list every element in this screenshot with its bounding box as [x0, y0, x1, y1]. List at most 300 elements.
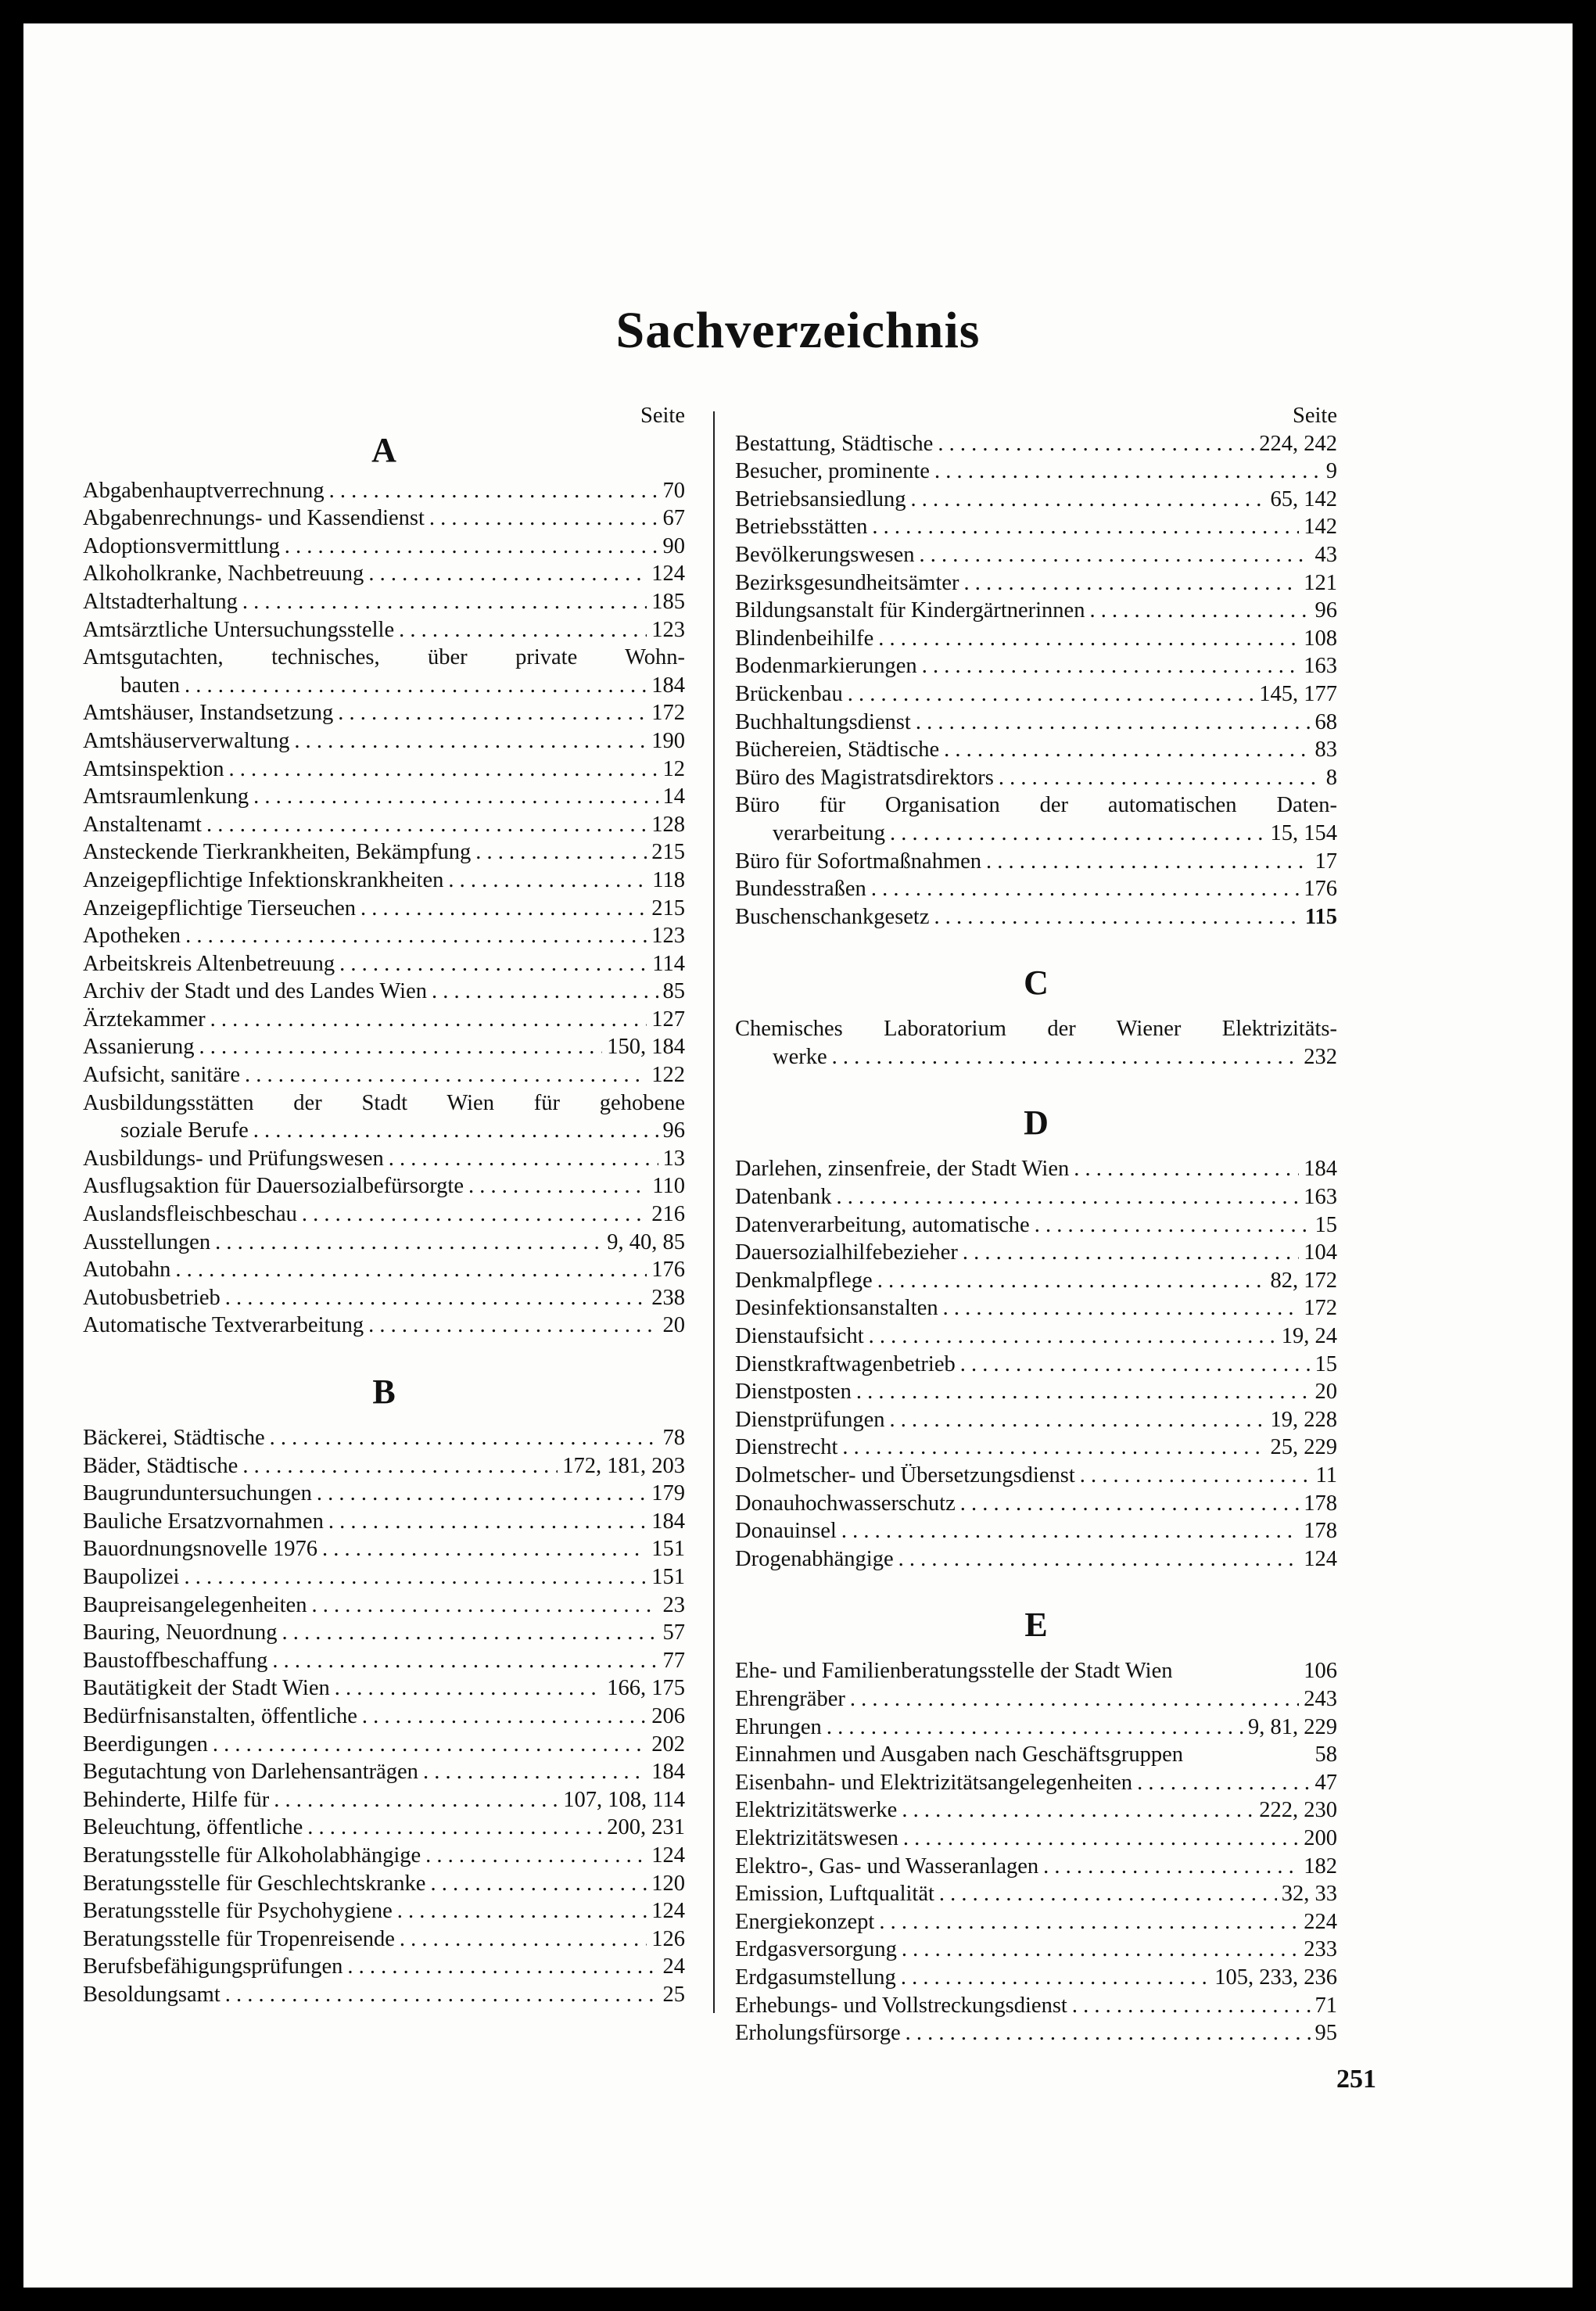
dot-leader [902, 1936, 1299, 1964]
page-title: Sachverzeichnis [615, 302, 981, 359]
entry-pages: 20 [1314, 1380, 1337, 1405]
entry-term: Abgabenrechnungs- und Kassendienst [83, 506, 425, 531]
dot-leader [856, 1378, 1311, 1406]
dot-leader [879, 1908, 1299, 1936]
index-entry [83, 1508, 685, 1536]
entry-pages: 114 [652, 951, 685, 976]
index-entry [735, 458, 1337, 486]
dot-leader [938, 430, 1254, 458]
entry-term: Bedürfnisanstalten, öffentliche [83, 1703, 357, 1728]
entry-term: Ehe- und Familienberatungsstelle der Stadt Wien [735, 1659, 1173, 1684]
index-entry [735, 1853, 1337, 1881]
entry-term: Ausbildungs- und Prüfungswesen [83, 1146, 384, 1171]
index-entry [735, 1490, 1337, 1518]
entry-term: Baupreisangelegenheiten [83, 1592, 307, 1617]
index-entry [735, 1908, 1337, 1936]
dot-leader [242, 1452, 558, 1480]
entry-pages: 121 [1304, 570, 1337, 595]
index-entry-line: Chemisches Laboratorium der Wiener Elektrizitäts- [735, 1017, 1337, 1042]
index-entry [83, 755, 685, 784]
index-entry [83, 1619, 685, 1647]
dot-leader [910, 486, 1265, 514]
entry-term: Anstaltenamt [83, 812, 202, 837]
entry-pages: 90 [662, 533, 685, 558]
dot-leader [878, 625, 1299, 653]
dot-leader [448, 867, 647, 895]
entry-term: Amtsärztliche Untersuchungsstelle [83, 617, 395, 642]
entry-term: Bautätigkeit der Stadt Wien [83, 1676, 330, 1701]
entry-pages: 15 [1314, 1351, 1337, 1376]
entry-term: bauten [120, 673, 180, 698]
index-entry [735, 541, 1337, 569]
entry-pages: 78 [662, 1426, 685, 1450]
entry-pages: 58 [1314, 1742, 1337, 1767]
entry-term: Donauinsel [735, 1519, 837, 1544]
index-entry [83, 1703, 685, 1731]
index-entry [735, 764, 1337, 792]
index-entry [735, 875, 1337, 903]
entry-pages: 224 [1304, 1909, 1337, 1934]
entry-pages: 107, 108, 114 [563, 1787, 685, 1812]
entry-term: Amtshäuserverwaltung [83, 728, 290, 753]
entry-term: Ausflugsaktion für Dauersozialbefürsorgte [83, 1174, 464, 1199]
entry-term: Denkmalpflege [735, 1268, 873, 1293]
entry-pages: 222, 230 [1259, 1798, 1337, 1823]
dot-leader [399, 616, 647, 644]
dot-leader [430, 1870, 647, 1898]
entry-pages: 17 [1314, 849, 1337, 874]
entry-pages: 108 [1304, 626, 1337, 651]
index-entry [83, 1061, 685, 1089]
dot-leader [185, 922, 647, 950]
index-entry [735, 1155, 1337, 1183]
entry-term: Drogenabhängige [735, 1546, 894, 1571]
index-entry [735, 1406, 1337, 1434]
entry-term: Besoldungsamt [83, 1982, 221, 2007]
index-entry [735, 1657, 1337, 1685]
entry-pages: 163 [1304, 1185, 1337, 1210]
entry-term: Beratungsstelle für Tropenreisende [83, 1926, 395, 1951]
dot-leader [225, 1981, 658, 2009]
dot-leader [253, 783, 658, 811]
dot-leader [185, 672, 647, 700]
column-divider [713, 411, 715, 2013]
index-entry [83, 1006, 685, 1034]
entry-pages: 151 [651, 1537, 685, 1562]
dot-leader [842, 1434, 1265, 1462]
entry-term: Dauersozialhilfebezieher [735, 1240, 958, 1265]
dot-leader [225, 1284, 647, 1312]
dot-leader [934, 903, 1300, 931]
entry-pages: 172 [651, 701, 685, 726]
entry-pages: 142 [1304, 515, 1337, 540]
index-entry [83, 1563, 685, 1592]
entry-term: Erhebungs- und Vollstreckungsdienst [735, 1993, 1067, 2018]
index-entry [83, 867, 685, 895]
index-entry [83, 838, 685, 867]
index-entry [83, 978, 685, 1006]
entry-term: Bäder, Städtische [83, 1453, 239, 1478]
dot-leader [964, 569, 1300, 597]
index-entry [735, 1714, 1337, 1742]
entry-pages: 238 [651, 1285, 685, 1310]
dot-leader [916, 709, 1311, 737]
dot-leader [242, 588, 647, 616]
entry-term: Adoptionsvermittlung [83, 533, 280, 558]
dot-leader [329, 477, 658, 505]
entry-term: Amtsinspektion [83, 756, 224, 781]
index-entry [735, 1462, 1337, 1490]
entry-term: Dienstposten [735, 1380, 852, 1405]
index-entry [735, 1545, 1337, 1574]
entry-pages: 178 [1304, 1491, 1337, 1516]
dot-leader [302, 1200, 647, 1229]
index-entry [83, 950, 685, 978]
entry-term: Archiv der Stadt und des Landes Wien [83, 979, 427, 1004]
index-entry [735, 2019, 1337, 2047]
entry-term: Elektro-, Gas- und Wasseranlagen [735, 1853, 1039, 1879]
dot-leader [274, 1786, 558, 1814]
index-entry [735, 1322, 1337, 1351]
entry-pages: 12 [662, 756, 685, 781]
dot-leader [468, 1172, 647, 1200]
dot-leader [890, 1406, 1266, 1434]
entry-pages: 47 [1314, 1770, 1337, 1795]
entry-term: Anzeigepflichtige Infektionskrankheiten [83, 867, 444, 892]
index-entry [735, 1211, 1337, 1240]
dot-leader [871, 875, 1299, 903]
entry-pages: 176 [1304, 877, 1337, 902]
dot-leader [368, 560, 647, 588]
entry-term: Amtsraumlenkung [83, 784, 249, 809]
entry-pages: 150, 184 [607, 1035, 685, 1060]
dot-leader [920, 541, 1311, 569]
entry-term: Ehrengräber [735, 1686, 845, 1711]
entry-pages: 233 [1304, 1937, 1337, 1962]
entry-pages: 232 [1304, 1044, 1337, 1069]
entry-pages: 110 [652, 1174, 685, 1199]
index-entry [735, 1825, 1337, 1853]
index-entry [83, 1284, 685, 1312]
entry-pages: 85 [662, 979, 685, 1004]
dot-leader [270, 1424, 658, 1452]
entry-pages: 215 [651, 895, 685, 920]
entry-pages: 104 [1304, 1240, 1337, 1265]
index-entry [735, 652, 1337, 680]
entry-pages: 25 [662, 1982, 685, 2007]
index-entry [83, 1535, 685, 1563]
entry-term: Autobahn [83, 1258, 171, 1283]
dot-leader [253, 1117, 658, 1145]
entry-term: Ehrungen [735, 1714, 822, 1739]
index-entry [735, 903, 1337, 931]
entry-pages: 124 [651, 1899, 685, 1924]
entry-pages: 43 [1314, 542, 1337, 567]
entry-pages: 123 [651, 617, 685, 642]
entry-pages: 215 [651, 840, 685, 865]
index-entry [83, 588, 685, 616]
index-entry [83, 1592, 685, 1620]
dot-leader [960, 1490, 1300, 1518]
dot-leader [1035, 1211, 1311, 1240]
section-letter: C [1024, 964, 1049, 1003]
dot-leader [347, 1953, 658, 1981]
dot-leader [285, 533, 658, 561]
entry-pages: 14 [662, 784, 685, 809]
entry-term: Büro des Magistratsdirektors [735, 765, 994, 790]
section-gap [735, 1071, 1337, 1093]
index-entry [83, 1925, 685, 1954]
index-entry [735, 1685, 1337, 1714]
entry-term: Dienstkraftwagenbetrieb [735, 1351, 956, 1376]
entry-term: Erdgasumstellung [735, 1965, 896, 1990]
index-entry [735, 625, 1337, 653]
entry-term: Arbeitskreis Altenbetreuung [83, 951, 335, 976]
index-entry [735, 1434, 1337, 1462]
dot-leader [245, 1061, 647, 1089]
section-letter: E [1024, 1606, 1048, 1645]
dot-leader [944, 736, 1310, 764]
entry-pages: 243 [1304, 1686, 1337, 1711]
dot-leader [869, 1322, 1277, 1351]
entry-pages: 200 [1304, 1825, 1337, 1850]
entry-term: Buschenschankgesetz [735, 904, 930, 929]
entry-term: Abgabenhauptverrechnung [83, 478, 325, 503]
dot-leader [210, 1006, 647, 1034]
index-entry [83, 1452, 685, 1480]
entry-pages: 23 [662, 1592, 685, 1617]
dot-leader [903, 1825, 1299, 1853]
dot-leader [184, 1563, 647, 1592]
dot-leader [939, 1880, 1277, 1908]
entry-term: Bauliche Ersatzvornahmen [83, 1509, 324, 1534]
dot-leader [902, 1796, 1254, 1825]
index-entry [735, 1796, 1337, 1825]
dot-leader [836, 1183, 1299, 1211]
index-entry [83, 1647, 685, 1675]
entry-term: Eisenbahn- und Elektrizitätsangelegenheiten [735, 1770, 1133, 1795]
entry-term: Brückenbau [735, 681, 843, 706]
seite-label: Seite [640, 404, 685, 428]
entry-pages: 115 [1304, 904, 1337, 929]
entry-pages: 184 [651, 1760, 685, 1785]
entry-term: Betriebsansiedlung [735, 486, 906, 511]
dot-leader [943, 1294, 1300, 1322]
index-entry [83, 1981, 685, 2009]
dot-leader [213, 1731, 647, 1759]
entry-term: Apotheken [83, 924, 181, 949]
index-entry-line: Amtsgutachten, technisches, über private Wohn- [83, 645, 685, 670]
dot-leader [317, 1480, 647, 1508]
dot-leader [294, 727, 647, 755]
page-number: 251 [1336, 2065, 1376, 2094]
entry-term: Elektrizitätswesen [735, 1825, 898, 1850]
section-letter: A [371, 430, 396, 469]
entry-term: Bezirksgesundheitsämter [735, 570, 959, 595]
seite-label: Seite [1293, 404, 1337, 428]
entry-term: Büro für Sofortmaßnahmen [735, 849, 982, 874]
index-entry [83, 1200, 685, 1229]
entry-pages: 9, 81, 229 [1248, 1714, 1337, 1739]
dot-leader [432, 978, 658, 1006]
index-entry [735, 848, 1337, 876]
dot-leader [423, 1758, 647, 1786]
entry-pages: 184 [651, 1509, 685, 1534]
entry-pages: 145, 177 [1259, 681, 1337, 706]
entry-pages: 96 [662, 1118, 685, 1143]
entry-pages: 202 [651, 1731, 685, 1757]
index-entry [83, 1731, 685, 1759]
index-entry [83, 1842, 685, 1870]
entry-pages: 124 [1304, 1546, 1337, 1571]
dot-leader [338, 699, 647, 727]
dot-leader [901, 1964, 1210, 1992]
index-entry [735, 1294, 1337, 1322]
entry-term: Ansteckende Tierkrankheiten, Bekämpfung [83, 840, 472, 865]
entry-term: soziale Berufe [120, 1118, 249, 1143]
entry-pages: 13 [662, 1146, 685, 1171]
section-gap [735, 931, 1337, 953]
index-entry [735, 1267, 1337, 1295]
entry-pages: 19, 24 [1281, 1324, 1337, 1349]
index-entry [83, 616, 685, 644]
entry-pages: 71 [1314, 1993, 1337, 2018]
entry-pages: 216 [651, 1202, 685, 1227]
entry-pages: 83 [1314, 737, 1337, 763]
entry-pages: 182 [1304, 1853, 1337, 1879]
entry-pages: 24 [662, 1954, 685, 1979]
dot-leader [475, 838, 647, 867]
entry-term: Alkoholkranke, Nachbetreuung [83, 562, 364, 587]
index-entry [83, 699, 685, 727]
entry-pages: 32, 33 [1281, 1882, 1337, 1907]
dot-leader [1043, 1853, 1299, 1881]
entry-term: Energiekonzept [735, 1909, 875, 1934]
entry-term: Anzeigepflichtige Tierseuchen [83, 895, 357, 920]
dot-leader [339, 950, 647, 978]
index-entry [735, 709, 1337, 737]
index-entry [735, 1741, 1337, 1769]
entry-term: Bauring, Neuordnung [83, 1620, 278, 1645]
dot-leader [215, 1229, 602, 1257]
index-entry [735, 1880, 1337, 1908]
index-entry [735, 1769, 1337, 1797]
entry-pages: 200, 231 [607, 1815, 685, 1840]
entry-term: Buchhaltungsdienst [735, 709, 911, 734]
entry-pages: 172 [1304, 1296, 1337, 1321]
entry-pages: 65, 142 [1270, 486, 1337, 511]
dot-leader [282, 1619, 658, 1647]
entry-pages: 106 [1304, 1659, 1337, 1684]
entry-term: Ausstellungen [83, 1229, 211, 1254]
index-entry [735, 1378, 1337, 1406]
index-entry [83, 1229, 685, 1257]
index-entry [83, 672, 685, 700]
entry-pages: 95 [1314, 2021, 1337, 2046]
dot-leader [1074, 1155, 1299, 1183]
entry-pages: 118 [652, 867, 685, 892]
entry-pages: 9 [1325, 459, 1337, 484]
entry-term: Altstadterhaltung [83, 589, 238, 614]
index-entry-line: Ausbildungsstätten der Stadt Wien für gehobene [83, 1090, 685, 1115]
dot-leader [335, 1674, 603, 1703]
entry-term: Beleuchtung, öffentliche [83, 1815, 303, 1840]
index-column-left [83, 402, 685, 2008]
entry-term: Bevölkerungswesen [735, 542, 915, 567]
entry-term: Dienstaufsicht [735, 1324, 864, 1349]
index-entry [83, 1312, 685, 1340]
index-entry [83, 922, 685, 950]
entry-term: Bestattung, Städtische [735, 431, 934, 456]
entry-pages: 123 [651, 924, 685, 949]
dot-leader [850, 1685, 1299, 1714]
entry-pages: 179 [651, 1481, 685, 1506]
dot-leader [827, 1714, 1243, 1742]
dot-leader [360, 895, 647, 923]
entry-pages: 151 [651, 1564, 685, 1589]
entry-term: Aufsicht, sanitäre [83, 1063, 241, 1088]
dot-leader [986, 848, 1310, 876]
entry-pages: 124 [651, 562, 685, 587]
entry-pages: 122 [651, 1063, 685, 1088]
entry-term: Desinfektionsanstalten [735, 1296, 938, 1321]
entry-term: Automatische Textverarbeitung [83, 1313, 364, 1338]
index-entry [735, 1936, 1337, 1964]
index-entry [83, 783, 685, 811]
dot-leader [311, 1592, 658, 1620]
dot-leader [999, 764, 1322, 792]
dot-leader [872, 513, 1299, 541]
entry-term: Donauhochwasserschutz [735, 1491, 956, 1516]
entry-term: Ärztekammer [83, 1007, 206, 1032]
entry-term: Dienstprüfungen [735, 1407, 885, 1432]
index-entry [83, 1674, 685, 1703]
entry-term: Amtshäuser, Instandsetzung [83, 701, 334, 726]
entry-pages: 184 [1304, 1157, 1337, 1182]
index-entry [83, 727, 685, 755]
index-entry [735, 1183, 1337, 1211]
entry-pages: 185 [651, 589, 685, 614]
index-page [23, 23, 1573, 2288]
entry-term: Datenverarbeitung, automatische [735, 1212, 1030, 1237]
index-entry [83, 1870, 685, 1898]
index-entry [735, 513, 1337, 541]
section-gap [735, 1573, 1337, 1595]
entry-term: Behinderte, Hilfe für [83, 1787, 270, 1812]
entry-pages: 15, 154 [1270, 820, 1337, 845]
dot-leader [906, 2019, 1311, 2047]
index-entry [83, 1145, 685, 1173]
entry-pages: 120 [651, 1871, 685, 1896]
index-entry [83, 1480, 685, 1508]
entry-pages: 9, 40, 85 [607, 1229, 685, 1254]
entry-term: Autobusbetrieb [83, 1285, 221, 1310]
entry-term: verarbeitung [773, 820, 886, 845]
entry-pages: 163 [1304, 654, 1337, 679]
dot-leader [877, 1267, 1266, 1295]
entry-pages: 126 [651, 1926, 685, 1951]
entry-term: Assanierung [83, 1035, 195, 1060]
dot-leader [397, 1897, 647, 1925]
entry-pages: 77 [662, 1648, 685, 1673]
index-entry [83, 477, 685, 505]
entry-pages: 172, 181, 203 [562, 1453, 685, 1478]
entry-term: Erdgasversorgung [735, 1937, 897, 1962]
entry-pages: 82, 172 [1270, 1268, 1337, 1293]
entry-term: Baugrunduntersuchungen [83, 1481, 312, 1506]
entry-term: Büchereien, Städtische [735, 737, 940, 763]
dot-leader [175, 1256, 647, 1284]
